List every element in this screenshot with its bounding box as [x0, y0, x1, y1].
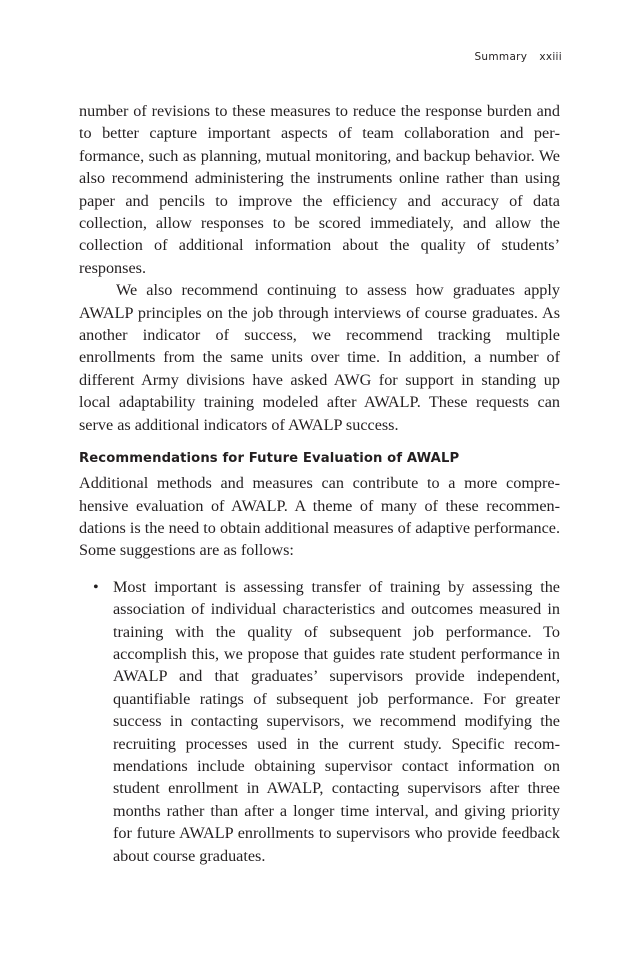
recommendation-list	[79, 576, 560, 867]
list-item	[79, 576, 560, 867]
body-paragraph-continued: number of revisions to these measures to reduce the response burden and to better capture important aspects of team collaboration and performance, such as planning, mutual monitoring, and backup behavior. We also recommend administering the instruments online rather than using paper and pencils to improve the efficiency and accuracy of data collection, allow responses to be scored immediately, and allow the collection of additional information about the quality of students’ responses.	[79, 102, 560, 277]
page-body	[79, 100, 560, 867]
bullet-marker: •	[93, 577, 99, 596]
running-header-section: Summary	[474, 51, 528, 63]
list-item-text: Most important is assessing transfer of training by assessing the association of individual characteristics and outcomes measured in training with the quality of subsequent job performance. To accomplish this, we propose that guides rate student performance in AWALP and that graduates’ supervisors provide independent, quantifiable ratings of subsequent job performance. For greater success in contacting supervisors, we recommend modifying the recruiting processes used in the current study. Specific recommendations include obtaining supervisor contact information on student enrollment in AWALP, contacting supervisors after three months rather than after a longer time interval, and giving priority for future AWALP enrollments to supervisors who provide feedback about course graduates.	[113, 577, 560, 865]
running-header	[474, 51, 562, 63]
body-paragraph: We also recommend continuing to assess how graduates apply AWALP principles on the job through interviews of course graduates. As another indicator of success, we recommend tracking multiple enrollments from the same units over time. In addition, a number of different Army divisions have asked AWG for support in standing up local adaptability training modeled after AWALP. These requests can serve as additional indicators of AWALP success.	[79, 281, 560, 434]
page-number: xxiii	[539, 51, 562, 63]
body-paragraph: Additional methods and measures can contribute to a more comprehensive evaluation of AWALP. A theme of many of these recommendations is the need to obtain additional measures of adaptive performance. Some suggestions are as follows:	[79, 474, 560, 560]
section-subheading: Recommendations for Future Evaluation of AWALP	[79, 451, 460, 467]
